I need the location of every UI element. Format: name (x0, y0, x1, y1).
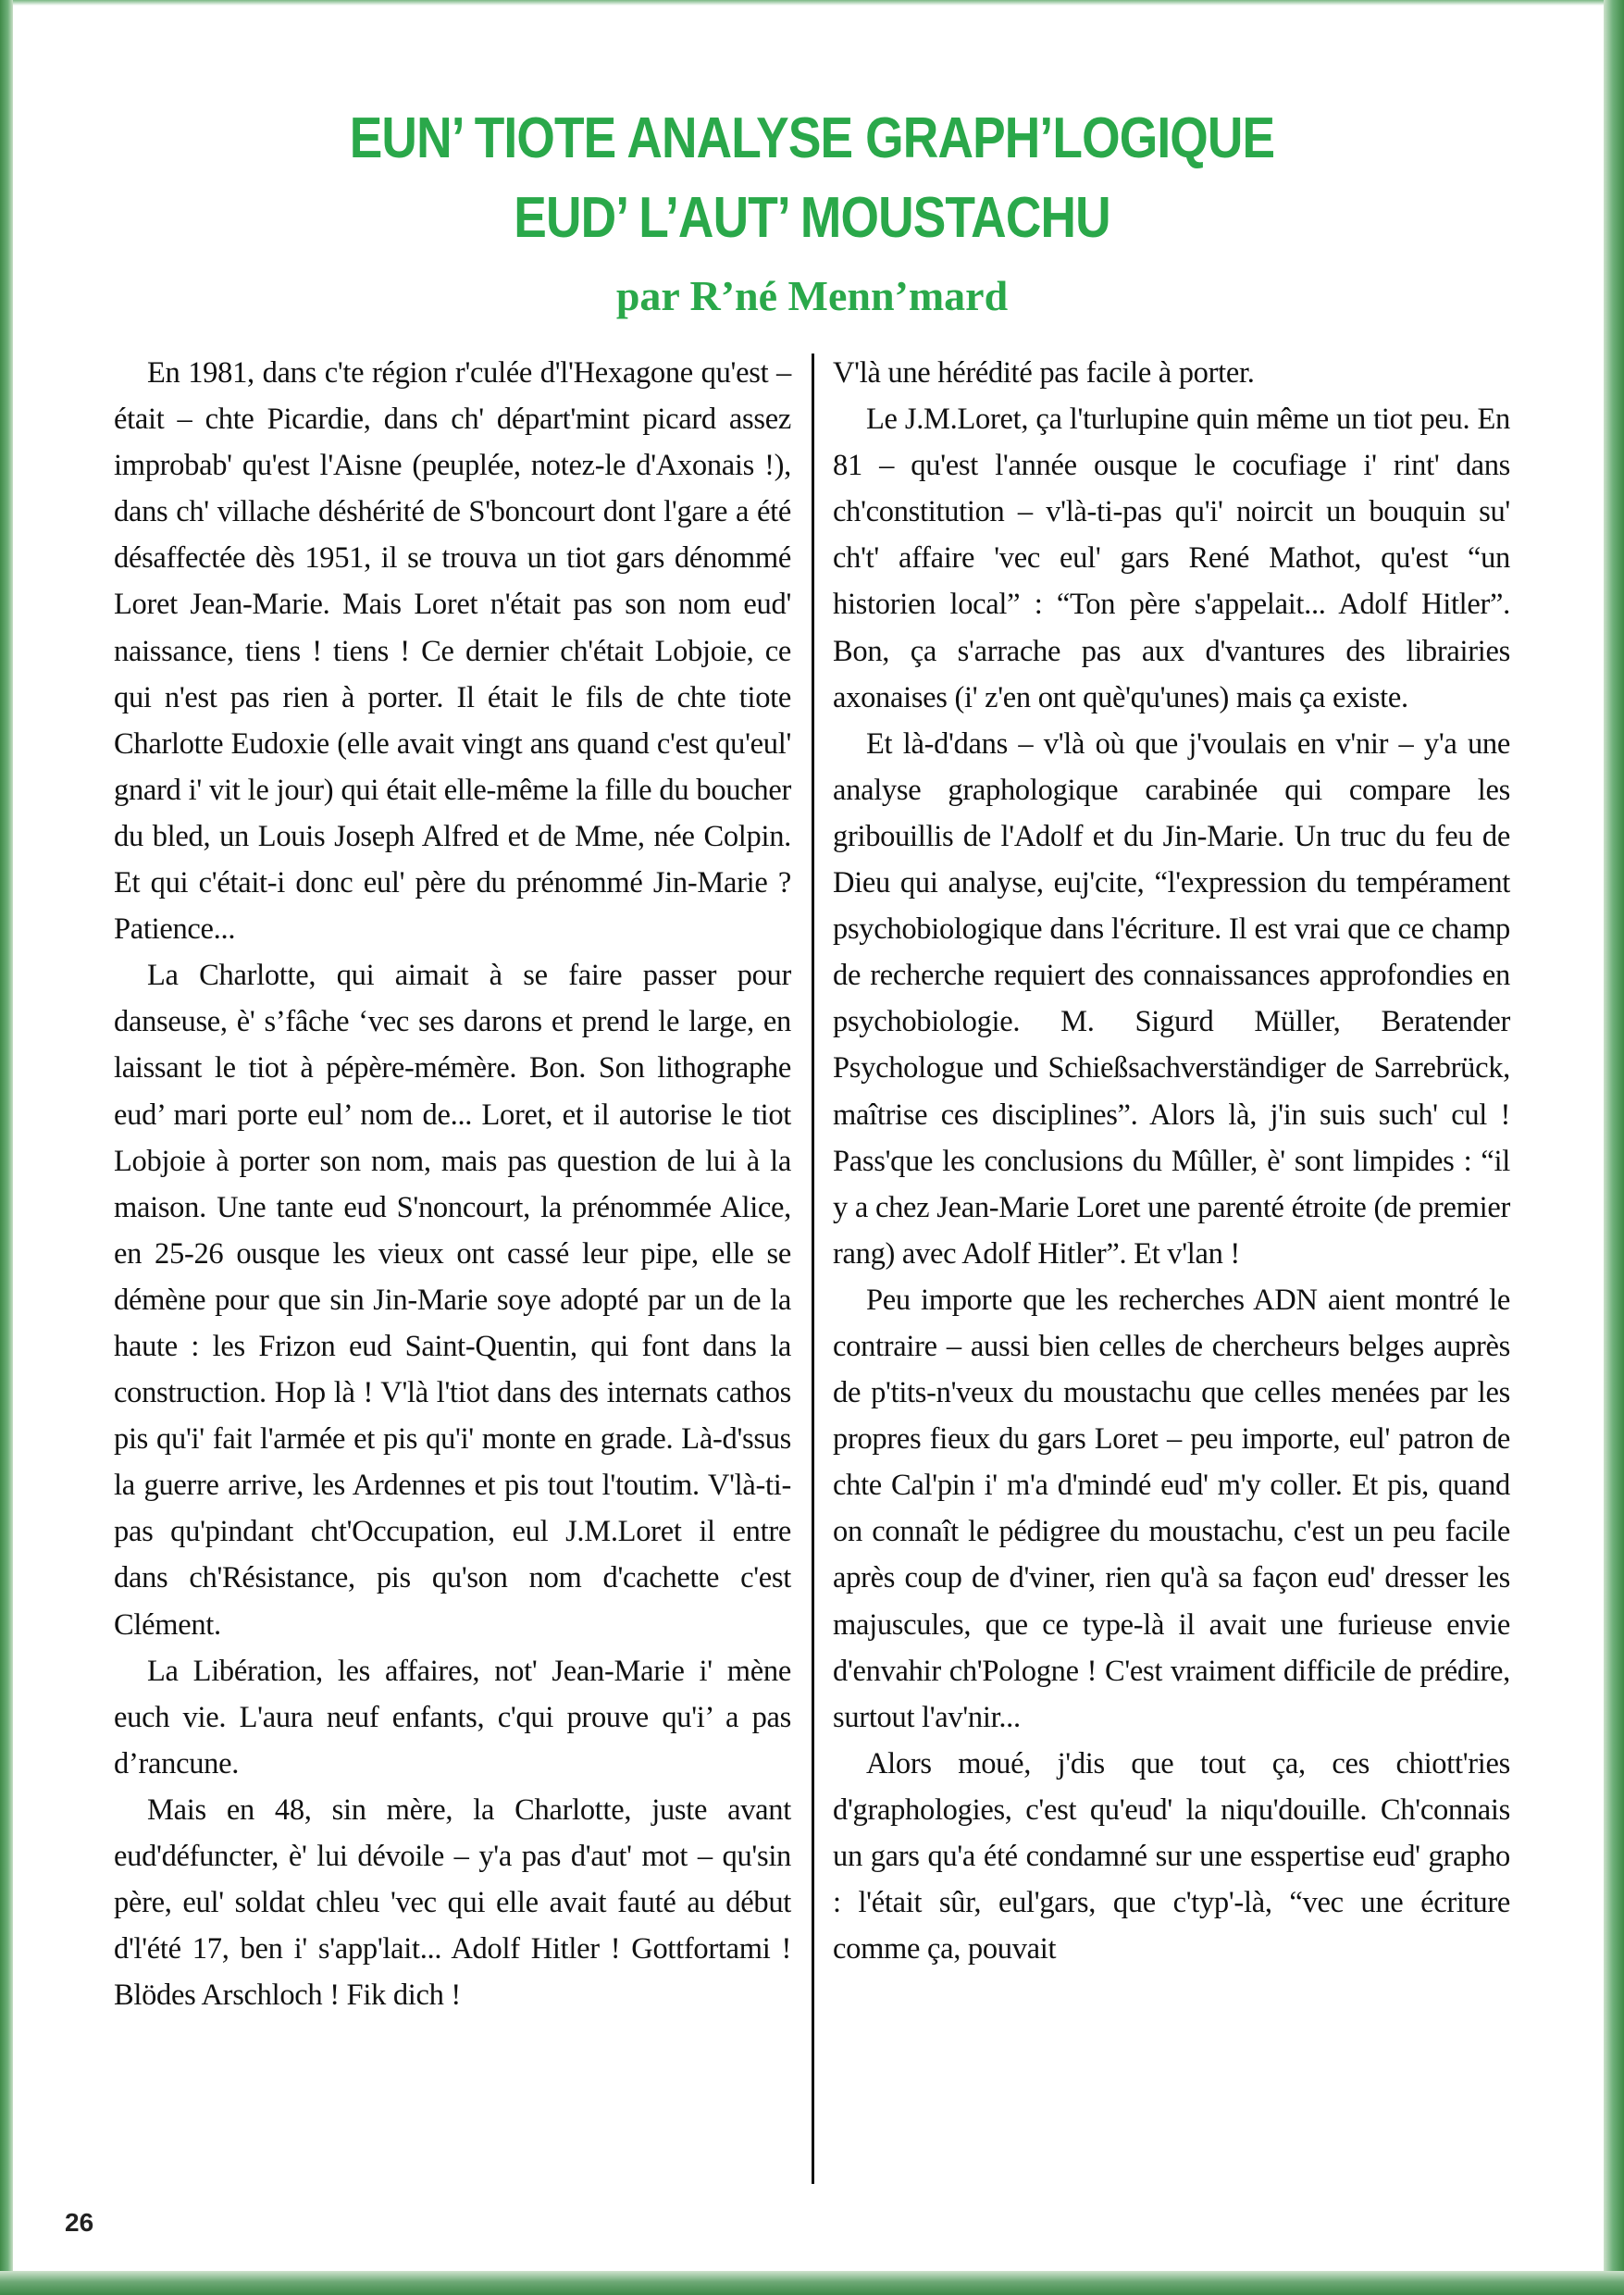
paragraph: En 1981, dans c'te région r'culée d'l'Hexagone qu'est – était – chte Picardie, dans ch' départ'mint picard assez improbab' qu'est l'Aisne (peuplée, notez-le d'Axonais !), dans ch' villache déshérité de S'boncourt dont l'gare a été désaffectée dès 1951, il se trouva un tiot gars dénommé Loret Jean-Marie. Mais Loret n'était pas son nom eud' naissance, tiens ! tiens ! Ce dernier ch'était Lobjoie, ce qui n'est pas rien à porter. Il était le fils de chte tiote Charlotte Eudoxie (elle avait vingt ans quand c'est qu'eul' gnard i' vit le jour) qui était elle-même la fille du boucher du bled, un Louis Joseph Alfred et de Mme, née Colpin. Et qui c'était-i donc eul' père du prénommé Jin-Marie ? Patience... (114, 356, 791, 947)
article-title-line-2: EUD’ L’AUT’ MOUSTACHU (514, 186, 1110, 250)
paragraph: Le J.M.Loret, ça l'turlupine quin même un tiot peu. En 81 – qu'est l'année ousque le cocufiage i' rint' dans ch'constitution – v'là-ti-pas qu'i' noircit un bouquin su' ch't' affaire 'vec eul' gars René Mathot, qu'est “un historien local” : “Ton père s'appelait... Adolf Hitler”. Bon, ça s'arrache pas aux d'vantures des librairies axonaises (i' z'en ont què'qu'unes) mais ça existe. (833, 403, 1510, 714)
top-border (0, 0, 1624, 6)
left-green-border (0, 0, 13, 2295)
article-title-line-1: EUN’ TIOTE ANALYSE GRAPH’LOGIQUE (349, 106, 1275, 170)
column-divider (812, 354, 814, 2184)
right-green-border (1604, 0, 1624, 2295)
paragraph: La Charlotte, qui aimait à se faire passer pour danseuse, è' s’fâche ‘vec ses darons et prend le large, en laissant le tiot à pépère-mémère. Bon. Son lithographe eud’ mari porte eul’ nom de... Loret, et il autorise le tiot Lobjoie à porter son nom, mais pas question de lui à la maison. Une tante eud S'noncourt, la prénommée Alice, en 25-26 ousque les vieux ont cassé leur pipe, elle se démène pour que sin Jin-Marie soye adopté par un de la haute : les Frizon eud Saint-Quentin, qui font dans la construction. Hop là ! V'là l'tiot dans des internats cathos pis qu'i' fait l'armée et pis qu'i' monte en grade. Là-d'ssus la guerre arrive, les Ardennes et pis tout l'toutim. V'là-ti-pas qu'pindant cht'Occupation, eul J.M.Loret il entre dans ch'Résistance, pis qu'son nom d'cachette c'est Clément. (114, 959, 791, 1642)
paragraph: La Libération, les affaires, not' Jean-Marie i' mène euch vie. L'aura neuf enfants, c'qui prouve qu'i’ a pas d’rancune. (114, 1654, 791, 1780)
paragraph: Et là-d'dans – v'là où que j'voulais en v'nir – y'a une analyse graphologique carabinée qui compare les gribouillis de l'Adolf et du Jin-Marie. Un truc du feu de Dieu qui analyse, euj'cite, “l'expression du tempérament psychobiologique dans l'écriture. Il est vrai que ce champ de recherche requiert des connaissances approfondies en psychobiologie. M. Sigurd Müller, Beratender Psychologue und Schießsachverständiger de Sarrebrück, maîtrise ces disciplines”. Alors là, j'in suis such' cul ! Pass'que les conclusions du Mûller, è' sont limpides : “il y a chez Jean-Marie Loret une parenté étroite (de premier rang) avec Adolf Hitler”. Et v'lan ! (833, 726, 1510, 1271)
paragraph: Alors moué, j'dis que tout ça, ces chiott'ries d'graphologies, c'est qu'eud' la niqu'douille. Ch'connais un gars qu'a été condamné sur une esspertise eud' grapho : l'était sûr, eul'gars, que c'typ'-là, “vec une écriture comme ça, pouvait (833, 1746, 1510, 1966)
left-text-column (114, 350, 791, 2018)
paragraph: Mais en 48, sin mère, la Charlotte, juste avant eud'défuncter, è' lui dévoile – y'a pas d'aut' mot – qu'sin père, eul' soldat chleu 'vec qui elle avait fauté au début d'l'été 17, ben i' s'app'lait... Adolf Hitler ! Gottfortami ! Blödes Arschloch ! Fik dich ! (114, 1793, 791, 2013)
page-number: 26 (65, 2208, 94, 2237)
bottom-green-border (0, 2271, 1624, 2295)
paragraph: Peu importe que les recherches ADN aient montré le contraire – aussi bien celles de chercheurs belges auprès de p'tits-n'veux du moustachu que celles menées par les propres fieux du gars Loret – peu importe, eul' patron de chte Cal'pin i' m'a d'mindé eud' m'y coller. Et pis, quand on connaît le pédigree du moustachu, c'est un peu facile après coup de d'viner, rien qu'à sa façon eud' dresser les majuscules, que ce type-là il avait une furieuse envie d'envahir ch'Pologne ! C'est vraiment difficile de prédire, surtout l'av'nir... (833, 1283, 1510, 1734)
right-text-column (833, 350, 1510, 1972)
article-byline: par R’né Menn’mard (615, 272, 1009, 319)
paragraph: V'là une hérédité pas facile à porter. (833, 356, 1255, 390)
